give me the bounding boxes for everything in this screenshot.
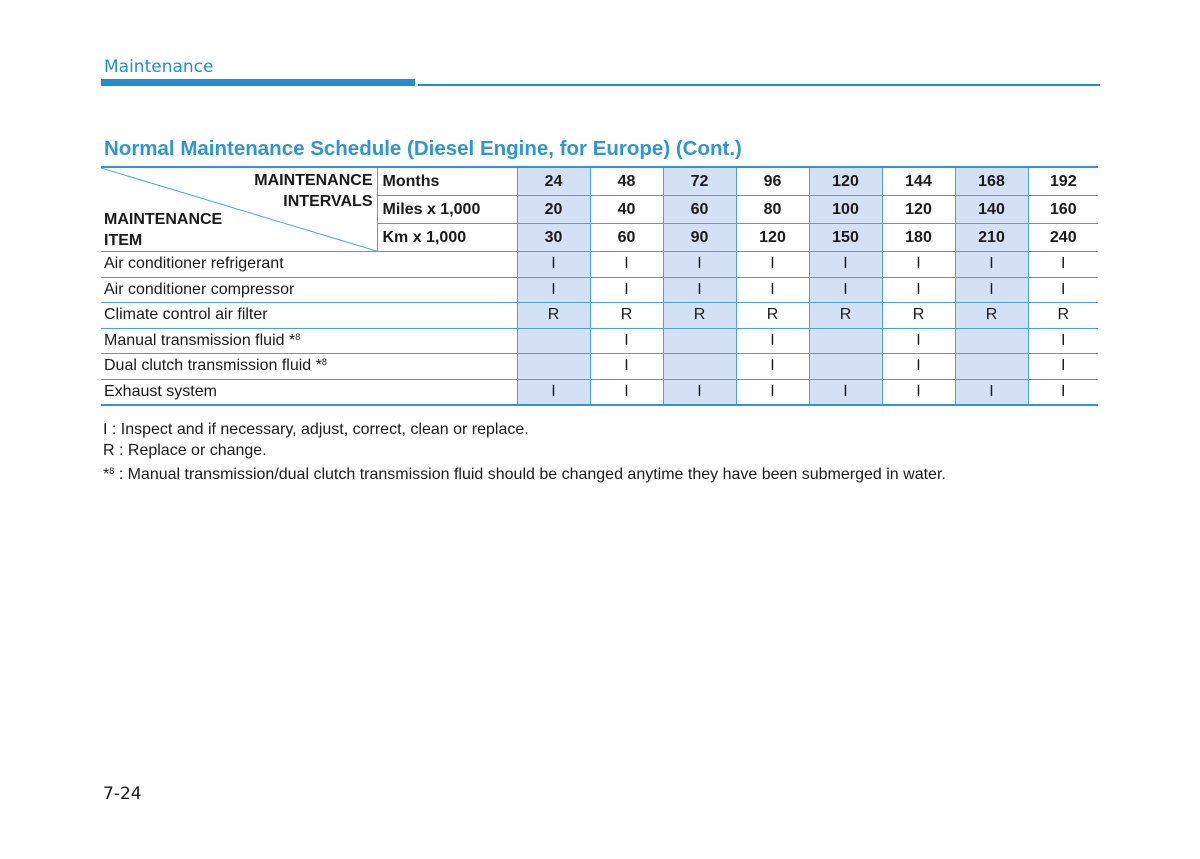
corner-label-intervals-line1: MAINTENANCE [254,172,373,189]
schedule-mark [955,354,1028,380]
item-label: Air conditioner compressor [104,280,295,298]
schedule-mark: I [736,328,809,354]
item-label: Climate control air filter [104,306,268,324]
schedule-mark: I [955,252,1028,278]
corner-label-intervals-line2: INTERVALS [283,193,373,210]
maintenance-item-name [101,379,517,405]
item-label: Manual transmission fluid * [104,331,296,349]
schedule-mark: I [882,277,955,303]
interval-value: 80 [736,196,809,224]
interval-value: 48 [590,167,663,196]
schedule-mark: I [882,354,955,380]
legend-notes [103,419,946,485]
header-rule-thin [418,84,1100,86]
table-row [101,277,1098,303]
schedule-mark [663,354,736,380]
interval-value: 192 [1028,167,1098,196]
schedule-mark: I [517,252,590,278]
corner-label-item-line1: MAINTENANCE [104,211,223,228]
schedule-mark: I [736,252,809,278]
corner-label-item-line2: ITEM [104,232,143,249]
interval-unit-months: Months [377,167,517,196]
maintenance-item-name [101,277,517,303]
item-footnote-ref: 8 [295,331,301,342]
maintenance-item-name [101,303,517,329]
schedule-mark [955,328,1028,354]
interval-value: 168 [955,167,1028,196]
interval-value: 180 [882,224,955,252]
schedule-mark: I [590,252,663,278]
header-rule-thick [101,79,415,86]
footnote-mark: * [103,466,110,483]
schedule-mark: R [809,303,882,329]
interval-value: 60 [663,196,736,224]
schedule-mark: R [663,303,736,329]
interval-value: 120 [882,196,955,224]
maintenance-item-name [101,328,517,354]
interval-value: 24 [517,167,590,196]
schedule-mark: I [809,277,882,303]
page-number: 7-24 [103,784,142,804]
schedule-mark: I [1028,354,1098,380]
note-inspect: I : Inspect and if necessary, adjust, correct, clean or replace. [103,421,529,438]
schedule-mark: I [1028,277,1098,303]
table-row [101,252,1098,278]
section-label: Maintenance [104,57,214,77]
maintenance-item-name [101,252,517,278]
note-footnote [103,461,946,485]
corner-label-item [104,209,222,251]
interval-value: 150 [809,224,882,252]
schedule-mark [517,328,590,354]
schedule-mark: I [882,328,955,354]
table-corner-header [101,167,377,252]
note-replace: R : Replace or change. [103,442,267,459]
interval-value: 30 [517,224,590,252]
interval-row-months [101,167,1098,196]
footnote-text: : Manual transmission/dual clutch transmission fluid should be changed anytime they have been submerged in water. [114,466,946,483]
interval-value: 96 [736,167,809,196]
interval-value: 240 [1028,224,1098,252]
schedule-mark: I [809,379,882,405]
schedule-mark [663,328,736,354]
interval-value: 120 [809,167,882,196]
table-row [101,379,1098,405]
item-label: Air conditioner refrigerant [104,255,284,273]
schedule-mark: I [517,277,590,303]
schedule-mark: I [663,277,736,303]
schedule-mark: I [736,277,809,303]
schedule-mark: R [955,303,1028,329]
interval-value: 144 [882,167,955,196]
interval-value: 140 [955,196,1028,224]
interval-unit-km: Km x 1,000 [377,224,517,252]
schedule-mark: R [736,303,809,329]
schedule-mark: I [590,379,663,405]
schedule-mark [809,328,882,354]
interval-value: 60 [590,224,663,252]
footnote-number: 8 [109,466,115,476]
interval-value: 72 [663,167,736,196]
schedule-mark: I [1028,379,1098,405]
interval-unit-miles: Miles x 1,000 [377,196,517,224]
interval-value: 120 [736,224,809,252]
schedule-mark: I [809,252,882,278]
schedule-mark: I [736,379,809,405]
schedule-mark: I [955,277,1028,303]
interval-value: 210 [955,224,1028,252]
table-row [101,303,1098,329]
schedule-mark: I [955,379,1028,405]
schedule-mark: I [590,354,663,380]
interval-value: 100 [809,196,882,224]
page-title: Normal Maintenance Schedule (Diesel Engine, for Europe) (Cont.) [104,137,742,160]
schedule-mark: R [1028,303,1098,329]
interval-value: 20 [517,196,590,224]
schedule-mark: I [590,277,663,303]
schedule-mark: I [1028,328,1098,354]
schedule-mark: I [736,354,809,380]
schedule-mark: I [663,252,736,278]
interval-value: 160 [1028,196,1098,224]
schedule-mark [517,354,590,380]
maintenance-schedule-table [101,166,1098,406]
schedule-mark: R [517,303,590,329]
schedule-mark: I [1028,252,1098,278]
maintenance-item-name [101,354,517,380]
schedule-mark: I [882,379,955,405]
schedule-mark [809,354,882,380]
interval-value: 90 [663,224,736,252]
schedule-mark: R [882,303,955,329]
schedule-mark: I [517,379,590,405]
table-row [101,354,1098,380]
corner-label-intervals [254,170,372,212]
schedule-mark: I [590,328,663,354]
table-row [101,328,1098,354]
item-footnote-ref: 8 [321,357,327,368]
item-label: Exhaust system [104,382,217,400]
schedule-mark: R [590,303,663,329]
schedule-mark: I [663,379,736,405]
schedule-mark: I [882,252,955,278]
interval-value: 40 [590,196,663,224]
item-label: Dual clutch transmission fluid * [104,357,322,375]
